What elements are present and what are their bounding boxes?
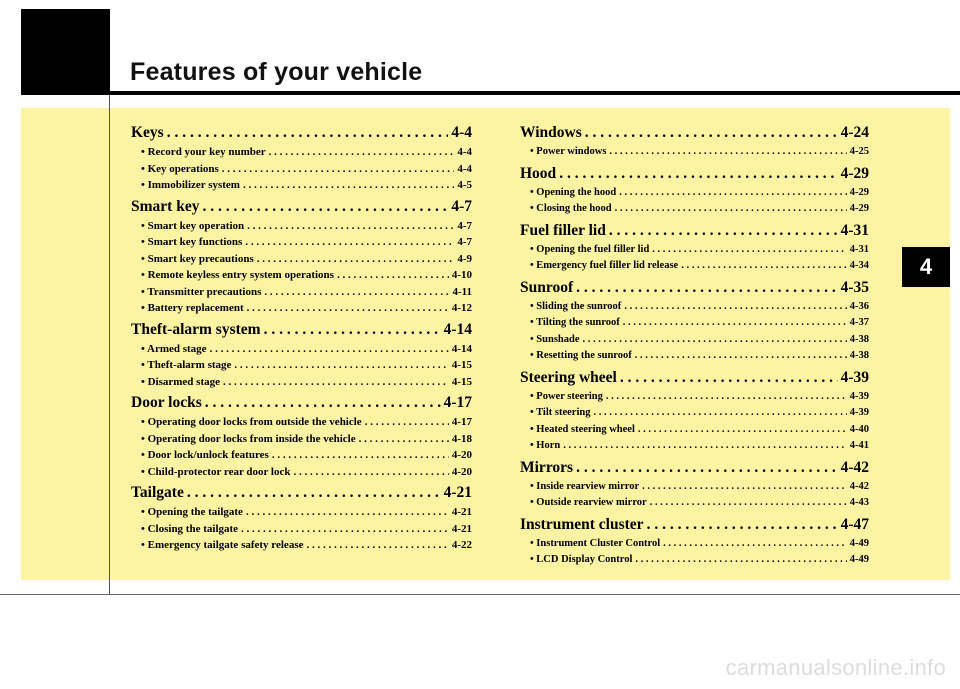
toc-section-door-locks[interactable] bbox=[131, 392, 472, 414]
dot-leader bbox=[647, 514, 838, 536]
toc-label: • Emergency tailgate safety release bbox=[141, 539, 304, 551]
toc-entry-opening-the-tailgate[interactable] bbox=[131, 504, 472, 521]
toc-page-number: 4-11 bbox=[452, 285, 472, 298]
toc-label: Instrument cluster bbox=[520, 515, 644, 533]
toc-page-number: 4-29 bbox=[849, 186, 869, 198]
toc-label: Smart key bbox=[131, 197, 200, 215]
toc-page-number: 4-29 bbox=[849, 203, 869, 214]
toc-page-number: 4-7 bbox=[457, 236, 472, 248]
toc-page-number: 4-21 bbox=[443, 484, 472, 501]
toc-entry-record-your-key-number[interactable] bbox=[131, 144, 472, 161]
toc-section-steering-wheel[interactable] bbox=[520, 367, 869, 389]
toc-label: Steering wheel bbox=[520, 368, 617, 386]
toc-page-number: 4-49 bbox=[849, 537, 869, 549]
toc-entry-smart-key-precautions[interactable] bbox=[131, 251, 472, 268]
dot-leader bbox=[264, 284, 449, 301]
toc-column-right bbox=[520, 120, 869, 569]
dot-leader bbox=[635, 552, 846, 569]
corner-black-block bbox=[21, 9, 110, 95]
toc-page-number: 4-37 bbox=[849, 317, 869, 328]
toc-entry-opening-the-fuel-filler-lid[interactable] bbox=[520, 242, 869, 259]
toc-label: • Armed stage bbox=[141, 342, 207, 355]
dot-leader bbox=[681, 258, 847, 275]
toc-page-number: 4-29 bbox=[840, 164, 869, 182]
toc-label: • Operating door locks from outside the vehicle bbox=[141, 416, 362, 428]
toc-page-number: 4-31 bbox=[849, 243, 869, 255]
toc-page-number: 4-14 bbox=[451, 342, 472, 355]
toc-label: • Closing the hood bbox=[530, 203, 612, 214]
toc-label: • Child-protector rear door lock bbox=[141, 465, 291, 478]
toc-label: • Sunshade bbox=[530, 333, 580, 345]
toc-entry-theft-alarm-stage[interactable] bbox=[131, 357, 472, 374]
toc-page-number: 4-5 bbox=[457, 179, 472, 191]
toc-section-mirrors[interactable] bbox=[520, 457, 869, 479]
toc-page-number: 4-41 bbox=[849, 440, 869, 451]
toc-entry-closing-the-hood[interactable] bbox=[520, 201, 869, 218]
toc-page-number: 4-20 bbox=[451, 449, 472, 461]
toc-label: Keys bbox=[131, 124, 164, 141]
dot-leader bbox=[650, 495, 847, 512]
toc-entry-horn[interactable] bbox=[520, 438, 869, 455]
toc-label: • Emergency fuel filler lid release bbox=[530, 260, 679, 271]
dot-leader bbox=[623, 315, 847, 332]
toc-entry-armed-stage[interactable] bbox=[131, 341, 472, 358]
toc-entry-door-lock-unlock-features[interactable] bbox=[131, 447, 472, 464]
toc-entry-operating-door-locks-from-inside-the-vehicle[interactable] bbox=[131, 431, 472, 448]
toc-label: • Inside rearview mirror bbox=[530, 480, 640, 492]
toc-label: • Key operations bbox=[141, 162, 219, 175]
toc-page-number: 4-17 bbox=[451, 416, 472, 428]
chapter-tab[interactable]: 4 bbox=[902, 247, 950, 287]
toc-page-number: 4-7 bbox=[451, 197, 472, 215]
toc-section-fuel-filler-lid[interactable] bbox=[520, 220, 869, 242]
dot-leader bbox=[337, 267, 449, 284]
title-rule bbox=[110, 91, 960, 95]
dot-leader bbox=[563, 438, 847, 455]
dot-leader bbox=[234, 357, 448, 374]
left-margin-line bbox=[109, 95, 110, 595]
dot-leader bbox=[652, 242, 846, 259]
toc-section-tailgate[interactable] bbox=[131, 482, 472, 504]
toc-entry-sliding-the-sunroof[interactable] bbox=[520, 299, 869, 316]
toc-label: • Smart key functions bbox=[141, 236, 243, 248]
toc-section-sunroof[interactable] bbox=[520, 277, 869, 299]
toc-label: • Outside rearview mirror bbox=[530, 497, 647, 508]
toc-page-number: 4-25 bbox=[849, 146, 869, 157]
toc-entry-battery-replacement[interactable] bbox=[131, 300, 472, 317]
toc-entry-resetting-the-sunroof[interactable] bbox=[520, 348, 869, 365]
page-title: Features of your vehicle bbox=[130, 58, 423, 86]
toc-page-number: 4-49 bbox=[849, 554, 869, 565]
toc-page-number: 4-24 bbox=[840, 124, 869, 141]
toc-label: • Record your key number bbox=[141, 146, 266, 158]
toc-page-number: 4-36 bbox=[849, 300, 869, 312]
dot-leader bbox=[294, 464, 449, 481]
toc-label: • LCD Display Control bbox=[530, 554, 633, 565]
toc-section-windows[interactable] bbox=[520, 122, 869, 144]
toc-page-number: 4-35 bbox=[840, 278, 869, 296]
dot-leader bbox=[257, 251, 455, 268]
toc-label: • Opening the fuel filler lid bbox=[530, 243, 650, 255]
toc-label: • Instrument Cluster Control bbox=[530, 537, 661, 549]
toc-page-number: 4-39 bbox=[849, 407, 869, 418]
toc-label: • Power windows bbox=[530, 146, 607, 157]
toc-entry-key-operations[interactable] bbox=[131, 161, 472, 178]
toc-label: • Horn bbox=[530, 440, 561, 451]
toc-label: • Sliding the sunroof bbox=[530, 300, 622, 312]
toc-entry-operating-door-locks-from-outside-the-vehicle[interactable] bbox=[131, 414, 472, 431]
dot-leader bbox=[202, 196, 448, 218]
toc-page-number: 4-43 bbox=[849, 497, 869, 508]
dot-leader bbox=[635, 348, 847, 365]
dot-leader bbox=[609, 144, 846, 161]
toc-entry-inside-rearview-mirror[interactable] bbox=[520, 479, 869, 496]
toc-entry-transmitter-precautions[interactable] bbox=[131, 284, 472, 301]
toc-label: • Battery replacement bbox=[141, 302, 244, 314]
toc-page-number: 4-7 bbox=[457, 219, 472, 232]
dot-leader bbox=[241, 521, 449, 538]
dot-leader bbox=[606, 389, 847, 406]
dot-leader bbox=[559, 163, 837, 185]
dot-leader bbox=[619, 185, 847, 202]
toc-page-number: 4-4 bbox=[457, 162, 472, 175]
footer-rule bbox=[0, 594, 960, 595]
toc-page-number: 4-4 bbox=[451, 124, 472, 141]
toc-entry-power-steering[interactable] bbox=[520, 389, 869, 406]
toc-label: • Opening the hood bbox=[530, 186, 617, 198]
dot-leader bbox=[243, 177, 454, 194]
toc-page-number: 4-38 bbox=[849, 350, 869, 361]
dot-leader bbox=[246, 504, 449, 521]
toc-entry-remote-keyless-entry-system-operations[interactable] bbox=[131, 267, 472, 284]
dot-leader bbox=[264, 319, 441, 341]
dot-leader bbox=[210, 341, 449, 358]
toc-label: • Tilting the sunroof bbox=[530, 317, 620, 328]
toc-page-number: 4-14 bbox=[443, 320, 472, 338]
toc-label: • Opening the tailgate bbox=[141, 506, 243, 518]
toc-label: Hood bbox=[520, 164, 557, 182]
toc-page-number: 4-21 bbox=[451, 522, 472, 535]
toc-entry-smart-key-functions[interactable] bbox=[131, 234, 472, 251]
toc-label: • Immobilizer system bbox=[141, 179, 240, 191]
dot-leader bbox=[359, 431, 449, 448]
toc-label: Door locks bbox=[131, 394, 202, 411]
dot-leader bbox=[583, 332, 847, 349]
toc-label: • Door lock/unlock features bbox=[141, 449, 269, 461]
toc-section-theft-alarm-system[interactable] bbox=[131, 319, 472, 341]
toc-label: • Power steering bbox=[530, 390, 603, 402]
toc-entry-immobilizer-system[interactable] bbox=[131, 177, 472, 194]
dot-leader bbox=[247, 300, 449, 317]
toc-page-number: 4-42 bbox=[840, 458, 869, 476]
toc-page-number: 4-38 bbox=[849, 333, 869, 345]
toc-label: • Smart key operation bbox=[141, 219, 245, 232]
toc-page-number: 4-15 bbox=[451, 375, 472, 388]
dot-leader bbox=[663, 536, 847, 553]
toc-page-number: 4-4 bbox=[457, 146, 472, 158]
dot-leader bbox=[222, 161, 455, 178]
toc-label: Tailgate bbox=[131, 484, 184, 501]
toc-entry-emergency-fuel-filler-lid-release[interactable] bbox=[520, 258, 869, 275]
toc-entry-disarmed-stage[interactable] bbox=[131, 374, 472, 391]
dot-leader bbox=[247, 218, 454, 235]
toc-label: • Remote keyless entry system operations bbox=[141, 269, 334, 281]
toc-label: Windows bbox=[520, 124, 582, 141]
toc-label: • Heated steering wheel bbox=[530, 423, 635, 435]
watermark: carmanualsonline.info bbox=[725, 655, 946, 680]
toc-section-hood[interactable] bbox=[520, 163, 869, 185]
toc-label: • Resetting the sunroof bbox=[530, 350, 632, 361]
dot-leader bbox=[576, 457, 838, 479]
toc-entry-heated-steering-wheel[interactable] bbox=[520, 422, 869, 439]
toc-section-keys[interactable] bbox=[131, 122, 472, 144]
toc-section-instrument-cluster[interactable] bbox=[520, 514, 869, 536]
toc-page-number: 4-20 bbox=[451, 465, 472, 478]
toc-label: • Transmitter precautions bbox=[141, 285, 262, 298]
dot-leader bbox=[620, 367, 838, 389]
toc-page-number: 4-39 bbox=[840, 368, 869, 386]
toc-section-smart-key[interactable] bbox=[131, 196, 472, 218]
toc-entry-power-windows[interactable] bbox=[520, 144, 869, 161]
toc-entry-tilting-the-sunroof[interactable] bbox=[520, 315, 869, 332]
dot-leader bbox=[585, 122, 838, 144]
toc-entry-sunshade[interactable] bbox=[520, 332, 869, 349]
toc-label: • Tilt steering bbox=[530, 407, 591, 418]
dot-leader bbox=[223, 374, 449, 391]
toc-label: Mirrors bbox=[520, 458, 574, 476]
dot-leader bbox=[624, 299, 846, 316]
toc-page-number: 4-47 bbox=[840, 515, 869, 533]
dot-leader bbox=[187, 482, 441, 504]
toc-entry-closing-the-tailgate[interactable] bbox=[131, 521, 472, 538]
toc-page-number: 4-10 bbox=[451, 269, 472, 281]
toc-page-number: 4-18 bbox=[451, 432, 472, 445]
toc-label: • Closing the tailgate bbox=[141, 522, 239, 535]
toc-page-number: 4-15 bbox=[451, 359, 472, 371]
toc-entry-tilt-steering[interactable] bbox=[520, 405, 869, 422]
toc-entry-smart-key-operation[interactable] bbox=[131, 218, 472, 235]
toc-page-number: 4-21 bbox=[451, 506, 472, 518]
dot-leader bbox=[245, 234, 454, 251]
toc-entry-child-protector-rear-door-lock[interactable] bbox=[131, 464, 472, 481]
toc-page-number: 4-12 bbox=[451, 302, 472, 314]
dot-leader bbox=[272, 447, 449, 464]
toc-page-number: 4-42 bbox=[849, 480, 869, 492]
toc-label: • Smart key precautions bbox=[141, 252, 254, 265]
dot-leader bbox=[365, 414, 449, 431]
dot-leader bbox=[593, 405, 846, 422]
toc-column-left bbox=[131, 120, 472, 554]
dot-leader bbox=[306, 537, 448, 554]
dot-leader bbox=[642, 479, 847, 496]
toc-entry-instrument-cluster-control[interactable] bbox=[520, 536, 869, 553]
toc-page-number: 4-39 bbox=[849, 390, 869, 402]
toc-label: • Theft-alarm stage bbox=[141, 359, 232, 371]
toc-page-number: 4-22 bbox=[451, 539, 472, 551]
dot-leader bbox=[576, 277, 837, 299]
toc-label: Theft-alarm system bbox=[131, 320, 261, 338]
toc-label: Sunroof bbox=[520, 278, 574, 296]
toc-label: • Disarmed stage bbox=[141, 375, 221, 388]
toc-page-number: 4-34 bbox=[849, 260, 869, 271]
toc-page-number: 4-31 bbox=[840, 221, 869, 239]
toc-page-number: 4-9 bbox=[457, 252, 472, 265]
toc-page-number: 4-40 bbox=[849, 423, 869, 435]
toc-label: Fuel filler lid bbox=[520, 221, 606, 239]
dot-leader bbox=[615, 201, 847, 218]
toc-entry-emergency-tailgate-safety-release[interactable] bbox=[131, 537, 472, 554]
toc-page-number: 4-17 bbox=[443, 394, 472, 411]
dot-leader bbox=[609, 220, 838, 242]
dot-leader bbox=[638, 422, 847, 439]
dot-leader bbox=[269, 144, 455, 161]
toc-entry-opening-the-hood[interactable] bbox=[520, 185, 869, 202]
toc-label: • Operating door locks from inside the vehicle bbox=[141, 432, 356, 445]
dot-leader bbox=[167, 122, 449, 144]
toc-entry-outside-rearview-mirror[interactable] bbox=[520, 495, 869, 512]
dot-leader bbox=[205, 392, 441, 414]
toc-entry-lcd-display-control[interactable] bbox=[520, 552, 869, 569]
